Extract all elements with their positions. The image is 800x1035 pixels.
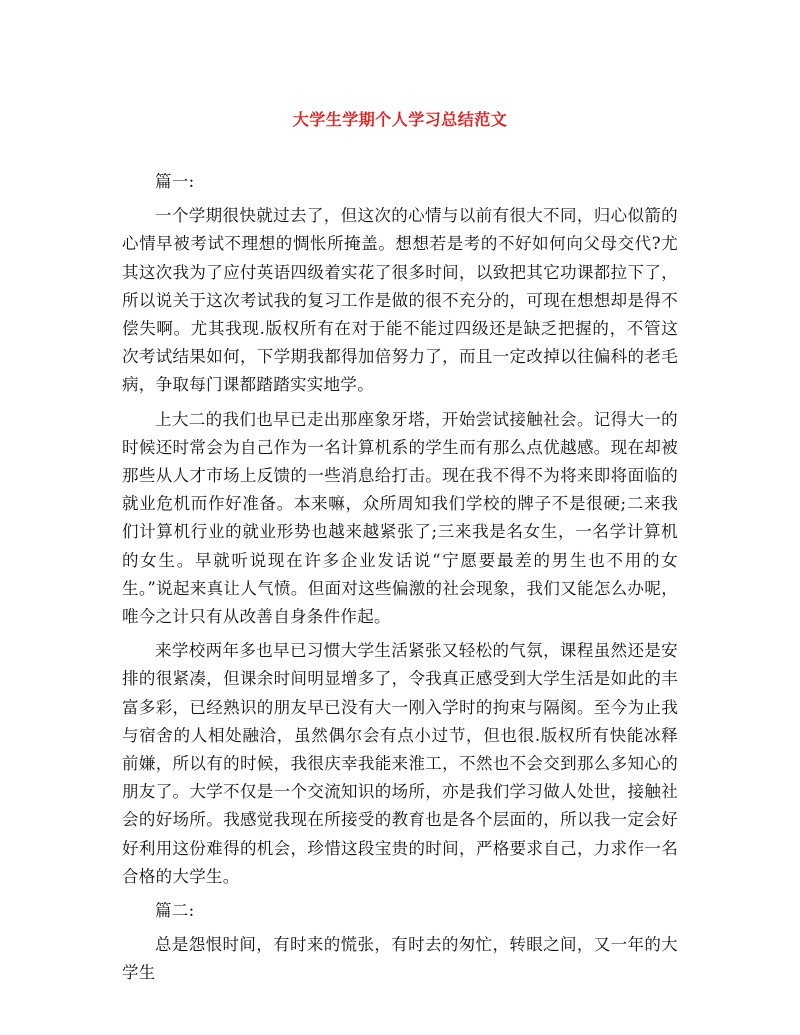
paragraph-4: 总是怨恨时间，有时来的慌张，有时去的匆忙，转眼之间，又一年的大学生	[122, 935, 678, 983]
paragraph-1: 一个学期很快就过去了，但这次的心情与以前有很大不同，归心似箭的心情早被考试不理想的惆怅所掩盖。想想若是考的不好如何向父母交代?尤其这次我为了应付英语四级着实花了很多时间，以致把其它功课都拉下了，所以说关于这次考试我的复习工作是做的很不充分的，可现在想想却是得不偿失啊。尤其我现.版权所有在对于能不能过四级还是缺乏把握的，不管这次考试结果如何，下学期我都得加倍努力了，而且一定改掉以往偏科的老毛病，争取每门课都踏踏实实地学。	[122, 206, 678, 395]
section-heading-2: 篇二:	[155, 901, 195, 921]
paragraph-2: 上大二的我们也早已走出那座象牙塔，开始尝试接触社会。记得大一的时候还时常会为自己作为一名计算机系的学生而有那么点优越感。现在却被那些从人才市场上反馈的一些消息给打击。现在我不得不为将来即将面临的就业危机而作好准备。本来嘛，众所周知我们学校的牌子不是很硬;二来我们计算机行业的就业形势也越来越紧张了;三来我是名女生，一名学计算机的女生。早就听说现在许多企业发话说“宁愿要最差的男生也不用的女生。”说起来真让人气愤。但面对这些偏激的社会现象，我们又能怎么办呢，唯今之计只有从改善自身条件作起。	[122, 409, 678, 627]
paragraph-3: 来学校两年多也早已习惯大学生活紧张又轻松的气氛，课程虽然还是安排的很紧凑，但课余时间明显增多了，令我真正感受到大学生活是如此的丰富多彩，已经熟识的朋友早已没有大一刚入学时的拘束与隔阂。至今为止我与宿舍的人相处融洽，虽然偶尔会有点小过节，但也很.版权所有快能冰释前嫌，所以有的时候，我很庆幸我能来淮工，不然也不会交到那么多知心的朋友了。大学不仅是一个交流知识的场所，亦是我们学习做人处世，接触社会的好场所。我感觉我现在所接受的教育也是各个层面的，所以我一定会好好利用这份难得的机会，珍惜这段宝贵的时间，严格要求自己，力求作一名合格的大学生。	[122, 641, 678, 886]
section-heading-1: 篇一:	[155, 172, 195, 191]
document-title: 大学生学期个人学习总结范文	[292, 110, 508, 129]
document-body	[122, 168, 678, 994]
